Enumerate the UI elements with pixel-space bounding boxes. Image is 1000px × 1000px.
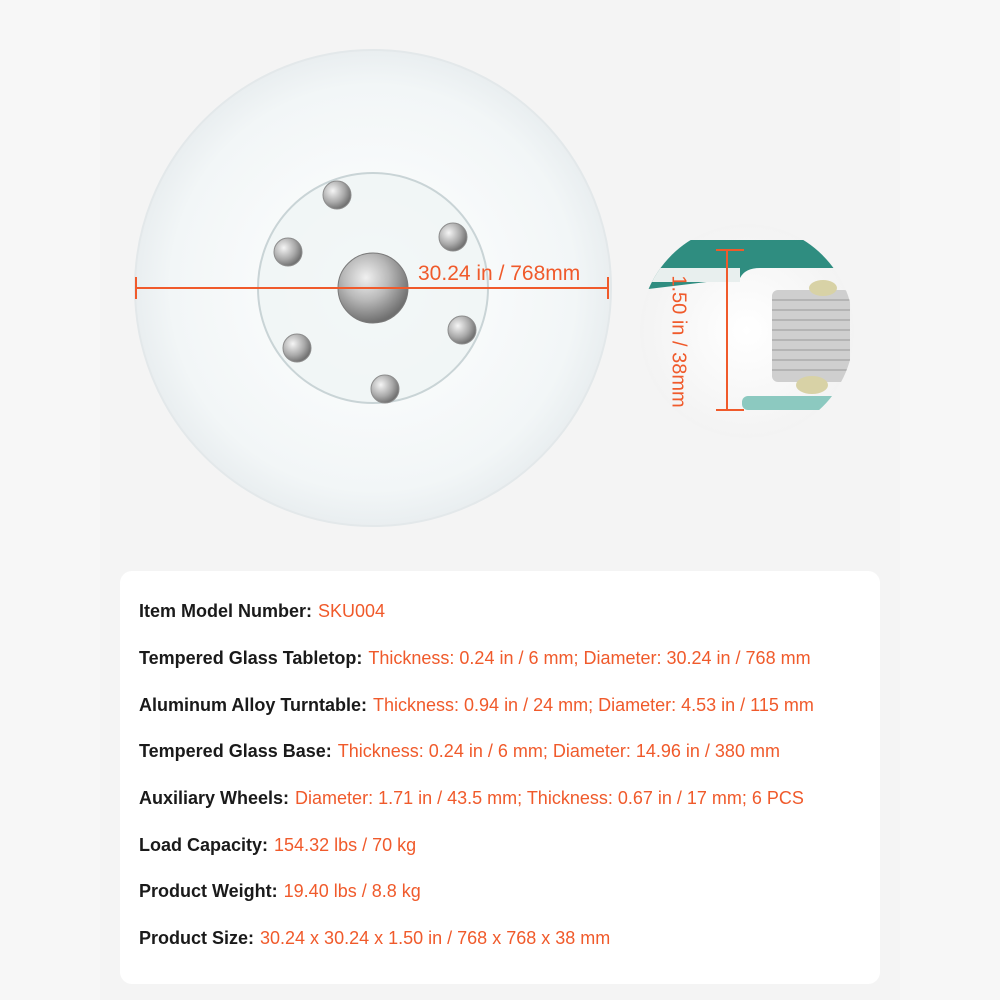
spec-label: Aluminum Alloy Turntable:: [139, 695, 367, 715]
spec-row-model: [139, 601, 385, 622]
bolt: [371, 375, 399, 403]
spec-row-wheels: [139, 788, 804, 809]
spec-label: Item Model Number:: [139, 601, 313, 621]
spec-value: Thickness: 0.24 in / 6 mm; Diameter: 30.24 in / 768 mm: [368, 648, 811, 668]
spec-label: Product Weight:: [139, 881, 278, 901]
spec-card: [120, 571, 880, 984]
spec-label: Load Capacity:: [139, 835, 269, 855]
bolt: [448, 316, 476, 344]
bolt: [323, 181, 351, 209]
spec-value: 154.32 lbs / 70 kg: [274, 835, 417, 855]
bolt: [274, 238, 302, 266]
spec-label: Tempered Glass Base:: [139, 741, 332, 761]
spec-row-turntable: [139, 695, 814, 716]
spec-value: Diameter: 1.71 in / 43.5 mm; Thickness: 0.67 in / 17 mm; 6 PCS: [295, 788, 804, 808]
spec-row-base: [139, 741, 780, 762]
bolt: [283, 334, 311, 362]
thickness-label: 1.50 in / 38mm: [667, 275, 690, 408]
spec-row-weight: [139, 881, 421, 902]
bolt: [439, 223, 467, 251]
spec-label: Auxiliary Wheels:: [139, 788, 290, 808]
spec-value: Thickness: 0.94 in / 24 mm; Diameter: 4.53 in / 115 mm: [373, 695, 814, 715]
spec-row-load: [139, 835, 416, 856]
spec-row-tabletop: [139, 648, 811, 669]
diameter-label: 30.24 in / 768mm: [418, 262, 581, 285]
spec-value: Thickness: 0.24 in / 6 mm; Diameter: 14.96 in / 380 mm: [337, 741, 780, 761]
spec-value: 19.40 lbs / 8.8 kg: [283, 881, 421, 901]
spec-value: SKU004: [318, 601, 386, 621]
spec-value: 30.24 x 30.24 x 1.50 in / 768 x 768 x 38 mm: [260, 928, 611, 948]
spec-label: Tempered Glass Tabletop:: [139, 648, 363, 668]
spec-label: Product Size:: [139, 928, 255, 948]
spec-row-size: [139, 928, 610, 949]
